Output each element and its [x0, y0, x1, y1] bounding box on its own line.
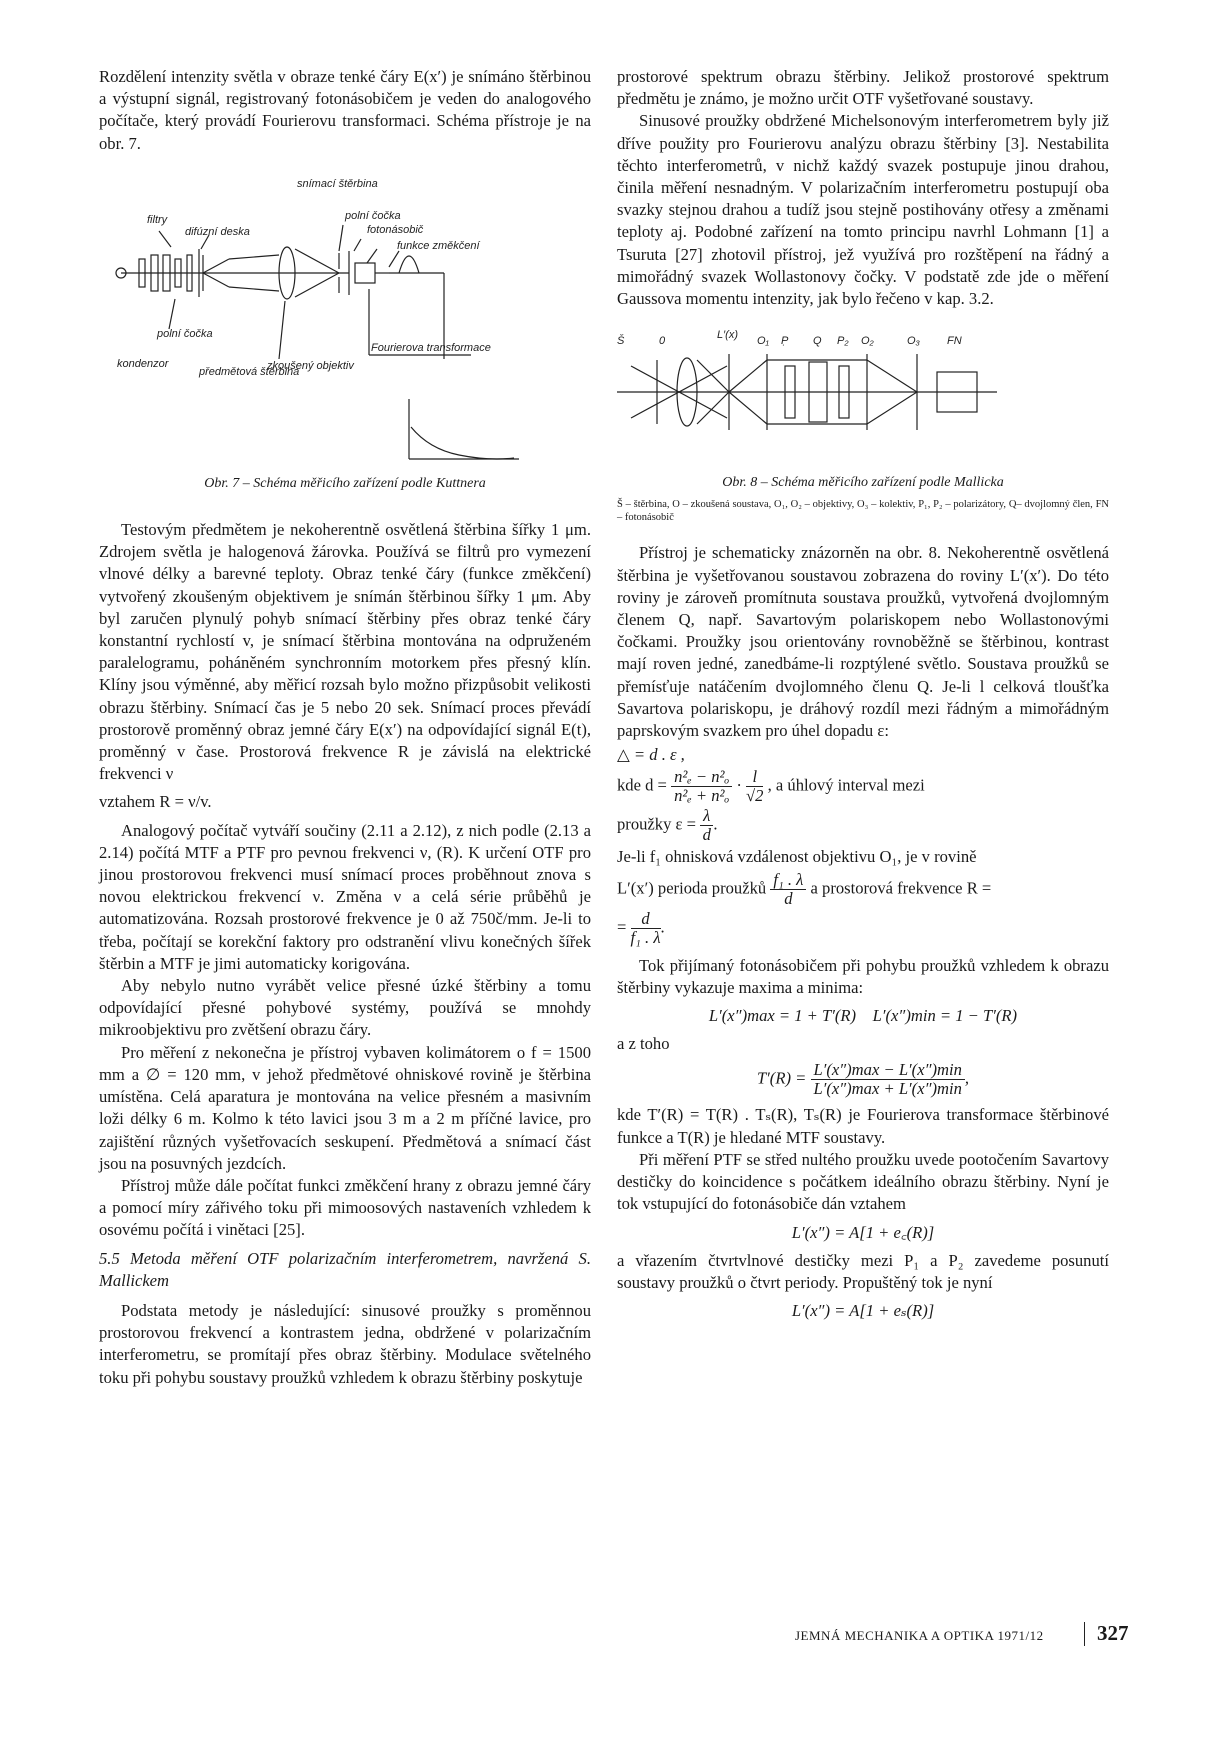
- numerator: n²ₑ − n²ₒ: [671, 768, 732, 787]
- paragraph: Podstata metody je následující: sinusové proužky s proměnnou prostorovou frekvencí a kontrastem jedna, obdržené v polarizačním interferometru, se promítají přes obraz štěrbiny. Modulace světelného toku při pohybu soustavy proužků vzhledem k obrazu štěrbiny poskytuje: [99, 1300, 591, 1387]
- numerator: λ: [700, 807, 713, 826]
- paragraph: Tok přijímaný fotonásobičem při pohybu proužků vzhledem k obrazu štěrbiny vykazuje maxima a minima:: [617, 955, 1109, 997]
- label-O2: O₂: [861, 335, 874, 348]
- label-polni-bottom: polní čočka: [157, 327, 213, 340]
- label-Lx: L′(x): [717, 330, 739, 342]
- label-filtry: filtry: [147, 213, 168, 226]
- equation: T′(R) = $\frac{L'(x'')\max - L'(x'')\min}{L'(x'')\max + L'(x'')\min}$ ,: [756, 1060, 970, 1099]
- numerator: d: [631, 910, 661, 929]
- paragraph: Při měření PTF se střed nultého proužku uvede pootočením Savartovy destičky do koincidence s počátkem ideálního obrazu štěrbiny. Nyní je tok vstupující do fotonásobiče dán vztahem: [617, 1149, 1109, 1214]
- fraction: [671, 768, 732, 805]
- label-P1: P̣: [781, 335, 789, 348]
- label-S: Š: [617, 335, 625, 348]
- label-polni-top: polní čočka: [345, 209, 401, 222]
- equation: = $\frac{d}{\text{f₁ . λ}}$ .: [617, 908, 665, 947]
- paragraph: Přístroj může dále počítat funkci změkčení hrany z obrazu jemné čáry a pomocí míry zářivého toku při mimoosových nastaveních vzhledem k osovému počítá i vinětaci [25].: [99, 1175, 591, 1240]
- denominator: d: [784, 888, 793, 908]
- equation: L′(x″) = A[1 + eₛ(R)]: [791, 1301, 935, 1321]
- equation: kde d = $\frac{\text{n²ₑ − n²ₒ}}{\text{n²ₑ + n²ₒ}}$ · $\frac{l}{√2}$ , a úhlový interval mezi: [617, 767, 925, 806]
- paragraph: Pro měření z nekonečna je přístroj vybaven kolimátorem o f = 1500 mm a ∅ = 120 mm, v jehož předmětové ohniskové rovině je štěrbina umístěna. Celá aparatura je montována na velice přesném a masivním loži délky 6 m. Kolmo k této lavici jsou 3 m a 2 m příčné lavice, pro zajištění různých vyšetřovacích seskupení. Předmětová a snímací část jsou na posuvných jezdcích.: [99, 1042, 591, 1173]
- page-number: 327: [1097, 1621, 1129, 1645]
- equation: L′(x″) = A[1 + e꜀(R)]: [791, 1222, 935, 1242]
- label-FN: FN: [947, 335, 962, 348]
- label-O1: O₁: [757, 335, 770, 348]
- paragraph: a z toho: [617, 1034, 670, 1054]
- paragraph: Testovým předmětem je nekoherentně osvětlená štěrbina šířky 1 μm. Zdrojem světla je halogenová žárovka. Používá se filtrů pro vymezení vlnové délky a barevné teploty. Obraz tenké čáry (funkce změkčení) vytvořený zkoušeným objektivem je snímán štěrbinou šířky 1 μm. Aby byl zaručen plynulý pohyb snímací štěrbiny přes obraz tenké čáry konstantní rychlostí v, je snímací štěrbina montována na odpruženém paralelogramu, poháněném synchronním motorkem přes přesný klín. Klíny jsou výměnné, aby měřicí rozsah bylo možno přizpůsobit velikosti obrazu štěrbiny. Snímací čas je 5 nebo 20 sek. Snímací proces převádí prostorově proměnný obraz jemné čáry E(x′) na odpovídající signál E(t), proměnný v čase. Prostorová frekvence R je závislá na elektrické frekvenci ν: [99, 520, 591, 784]
- paragraph: Sinusové proužky obdržené Michelsonovým interferometrem byly již dříve použity pro Fourierovu analýzu obrazu štěrbiny [3]. Nestabilita těchto interferometrů, v nichž každý svazek postupuje jinou drahou, činila měření nesnadným. V polarizačním interferometru postupují oba svazky stejnou drahou a tudíž jsou stejně postihovány otřesy a změnami teploty aj. Podobné zařízení na tomto principu navrhl Lohmann [1] a Tsuruta [27] zhotovil přístroj, jež využívá pro rozštěpení na řádný a mimořádný svazek Wollastonovy čočky. V podstatě zde jde o měření Gaussova momentu intenzity, jak bylo řečeno v kap. 3.2.: [617, 111, 1109, 309]
- paragraph: Rozdělení intenzity světla v obraze tenké čáry E(x′) je snímáno štěrbinou a výstupní signál, registrovaný fotonásobičem je veden do analogového počítače, který provádí Fourierovu transformaci. Schéma přístroje je na obr. 7.: [99, 67, 591, 153]
- figure-8-legend: Š – štěrbina, O – zkoušená soustava, O₁, O₂ – objektivy, O₃ – kolektiv, P₁, P₂ – polarizátory, Q– dvojlomný člen, FN – fotonásobič: [617, 499, 1109, 524]
- denominator: d: [702, 825, 711, 845]
- label-snimaci: snímací štěrbina: [297, 177, 378, 190]
- fraction: [811, 1061, 965, 1098]
- eq-text: T′(R) =: [756, 1068, 807, 1088]
- journal-footer: JEMNÁ MECHANIKA A OPTIKA 1971/12: [795, 1628, 1044, 1643]
- eq-text: a prostorová frekvence R =: [810, 877, 992, 897]
- denominator: n²ₑ + n²ₒ: [674, 786, 730, 806]
- left-column: [99, 66, 591, 1389]
- equation: △ = d . ε ,: [617, 745, 685, 765]
- label-O3: O₃: [907, 335, 920, 348]
- denominator: L′(x″)max + L′(x″)min: [813, 1079, 962, 1099]
- paragraph: kde T′(R) = T(R) . Tₛ(R), Tₛ(R) je Fourierova transformace štěrbinové funkce a T(R) je hledané MTF soustavy.: [617, 1105, 1109, 1147]
- paragraph: Je-li f₁ ohnisková vzdálenost objektivu O₁, je v rovině: [617, 847, 977, 867]
- figure-7: [99, 159, 591, 467]
- fraction: [746, 768, 763, 805]
- paragraph: Přístroj je schematicky znázorněn na obr. 8. Nekoherentně osvětlená štěrbina je vyšetřovanou soustavou zobrazena do roviny L′(x′). Do této roviny je zároveň promítnuta soustava proužků, vytvořená dvojlomným členem Q, např. Savartovým polariskopem nebo Wollastonovými čočkami. Proužky jsou orientovány rovnoběžně se štěrbinou, kontrast mají roven jedné, zanedbáme-li rozptýlené světlo. Soustava proužků se přemísťuje natáčením dvojlomného členu Q. Je-li l celková tloušťka Savartova polariskopu, je dráhový rozdíl mezi řádným a mimořádným paprskovým svazkem pro úhel dopadu ε:: [617, 543, 1109, 741]
- paragraph: Analogový počítač vytváří součiny (2.11 a 2.12), z nich podle (2.13 a 2.14) počítá MTF a PTF pro pevnou frekvenci ν, (R). K určení OTF pro jinou prostorovou frekvenci musí snímací proces proběhnout znova s novou elektrickou frekvencí ν. Změna ν a celá série průběhů je automatizována. Rozsah prostorové frekvence je 0 až 750č/mm. Je-li to třeba, počítají se korekční faktory pro odstranění vlivu konečných šířek štěrbin a MTF je jimi automaticky korigována.: [99, 820, 591, 973]
- denominator: √2: [746, 786, 764, 806]
- equation: proužky ε = $\frac{\lambda}{d}$ .: [617, 806, 718, 845]
- label-P2: P₂: [837, 335, 849, 348]
- figure-7-caption: Obr. 7 – Schéma měřicího zařízení podle Kuttnera: [204, 475, 486, 491]
- figure-8-caption: Obr. 8 – Schéma měřicího zařízení podle Mallicka: [722, 475, 1004, 491]
- numerator: l: [746, 768, 763, 787]
- eq-text: , a úhlový interval mezi: [767, 775, 925, 795]
- label-zkouseny: zkoušený objektiv: [267, 359, 354, 372]
- equation: [617, 871, 1109, 908]
- label-difuzni: difúzní deska: [185, 225, 250, 238]
- label-predmetova: předmětová štěrbina: [199, 365, 300, 378]
- label-funkce: funkce změkčení: [397, 239, 480, 252]
- figure-7-diagram: [99, 159, 591, 467]
- paragraph: prostorové spektrum obrazu štěrbiny. Jelikož prostorové spektrum předmětu je známo, je možno určit OTF vyšetřované soustavy.: [617, 67, 1109, 109]
- equation: L′(x″)max = 1 + T′(R) L′(x″)min = 1 − T′(R): [708, 1006, 1018, 1026]
- eq-text: kde d =: [617, 775, 667, 795]
- label-fourier: Fourierova transformace: [371, 341, 491, 354]
- numerator: f₁ . λ: [770, 871, 806, 890]
- figure-8-diagram: [617, 330, 1109, 468]
- label-fotonasobic: fotonásobič: [367, 223, 424, 236]
- fraction: [631, 910, 661, 947]
- section-heading: 5.5 Metoda měření OTF polarizačním interferometrem, navržená S. Mallickem: [99, 1248, 591, 1290]
- paragraph: a vřazením čtvrtvlnové destičky mezi P₁ a P₂ zavedeme posunutí soustavy proužků o čtvrt periody. Propuštěný tok je nyní: [617, 1250, 1109, 1292]
- paragraph: Aby nebylo nutno vyrábět velice přesné úzké štěrbiny a tomu odpovídající přesné pohybové systémy, používá se mnohdy mikroobjektivu pro zvětšení obrazu čáry.: [99, 976, 591, 1040]
- fraction: [770, 871, 806, 908]
- eq-text: proužky ε =: [617, 814, 696, 834]
- label-O: 0: [659, 335, 666, 348]
- figure-8: [617, 330, 1109, 468]
- footer-divider: [1084, 1622, 1085, 1646]
- numerator: L′(x″)max − L′(x″)min: [811, 1061, 965, 1080]
- eq-text: L′(x′) perioda proužků: [617, 877, 767, 897]
- label-Q: Q: [813, 335, 822, 348]
- eq-text: =: [617, 916, 627, 936]
- paragraph: vztahem R = ν/v.: [99, 792, 212, 812]
- right-column: [617, 66, 1109, 1328]
- label-kondenzor: kondenzor: [117, 357, 169, 370]
- fraction: [700, 807, 713, 844]
- denominator: f₁ . λ: [630, 927, 661, 947]
